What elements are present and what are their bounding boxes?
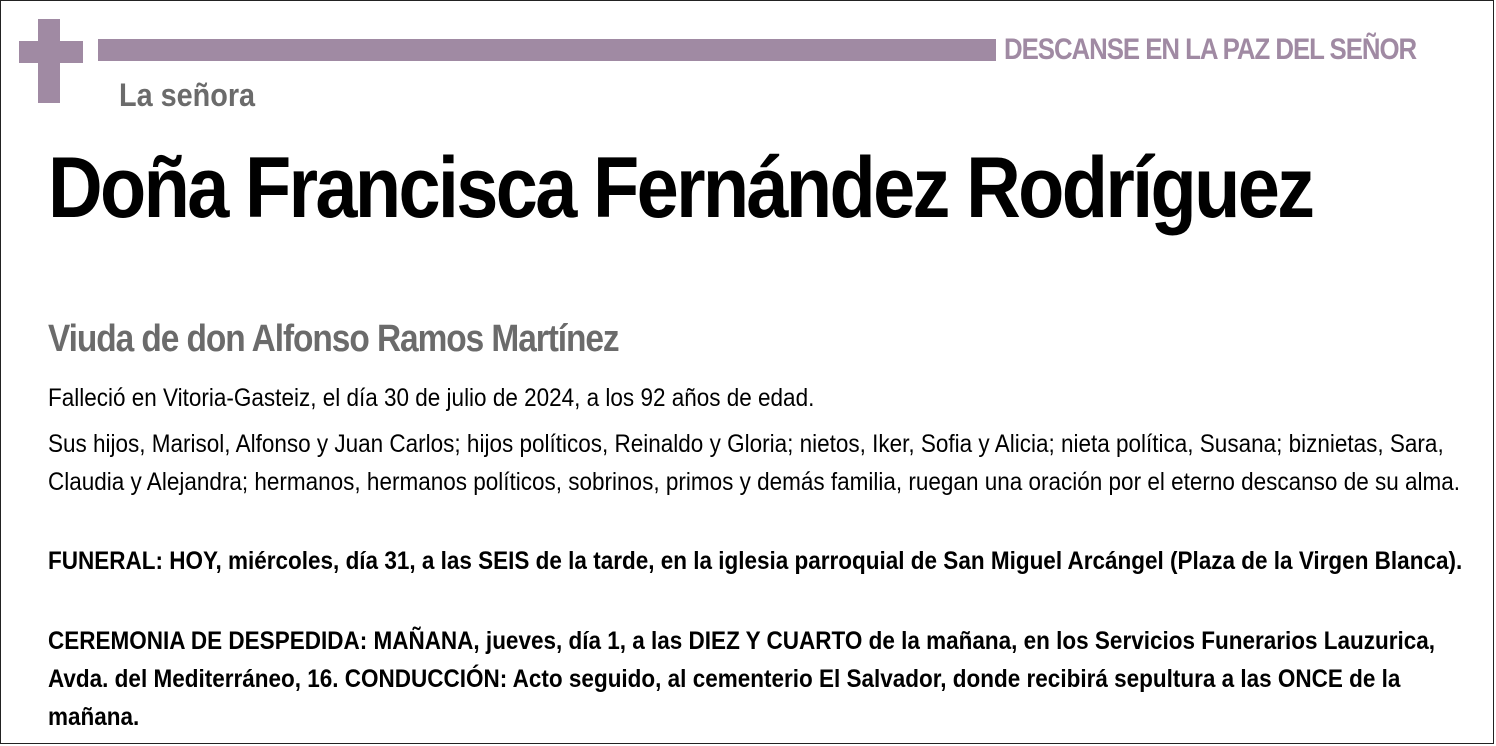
- tagline: DESCANSE EN LA PAZ DEL SEÑOR: [1004, 33, 1417, 66]
- ceremony-details: CEREMONIA DE DESPEDIDA: MAÑANA, jueves, día 1, a las DIEZ Y CUARTO de la mañana, en los Servicios Funerarios Lauzurica, Avda. del Mediterráneo, 16. CONDUCCIÓN: Acto seguido, al cementerio El Salvador, donde recibirá sepultura a las ONCE de la mañana.: [48, 627, 1436, 731]
- death-notice: Falleció en Vitoria-Gasteiz, el día 30 de julio de 2024, a los 92 años de edad.: [48, 384, 815, 412]
- latin-cross-icon: [19, 19, 83, 103]
- header-rule: [98, 39, 996, 61]
- widow-of-line: Viuda de don Alfonso Ramos Martínez: [48, 318, 619, 360]
- family-paragraph: Sus hijos, Marisol, Alfonso y Juan Carlos; hijos políticos, Reinaldo y Gloria; nietos, Iker, Sofia y Alicia; nieta política, Susana; biznietas, Sara, Claudia y Alejandra; hermanos, hermanos políticos, sobrinos, primos y demás familia, ruegan una oración por el eterno descanso de su alma.: [48, 430, 1461, 496]
- deceased-name: Doña Francisca Fernández Rodríguez: [48, 140, 1313, 236]
- funeral-details: FUNERAL: HOY, miércoles, día 31, a las SEIS de la tarde, en la iglesia parroquial de San Miguel Arcángel (Plaza de la Virgen Blanca).: [48, 547, 1463, 575]
- honorific-prefix: La señora: [119, 77, 256, 113]
